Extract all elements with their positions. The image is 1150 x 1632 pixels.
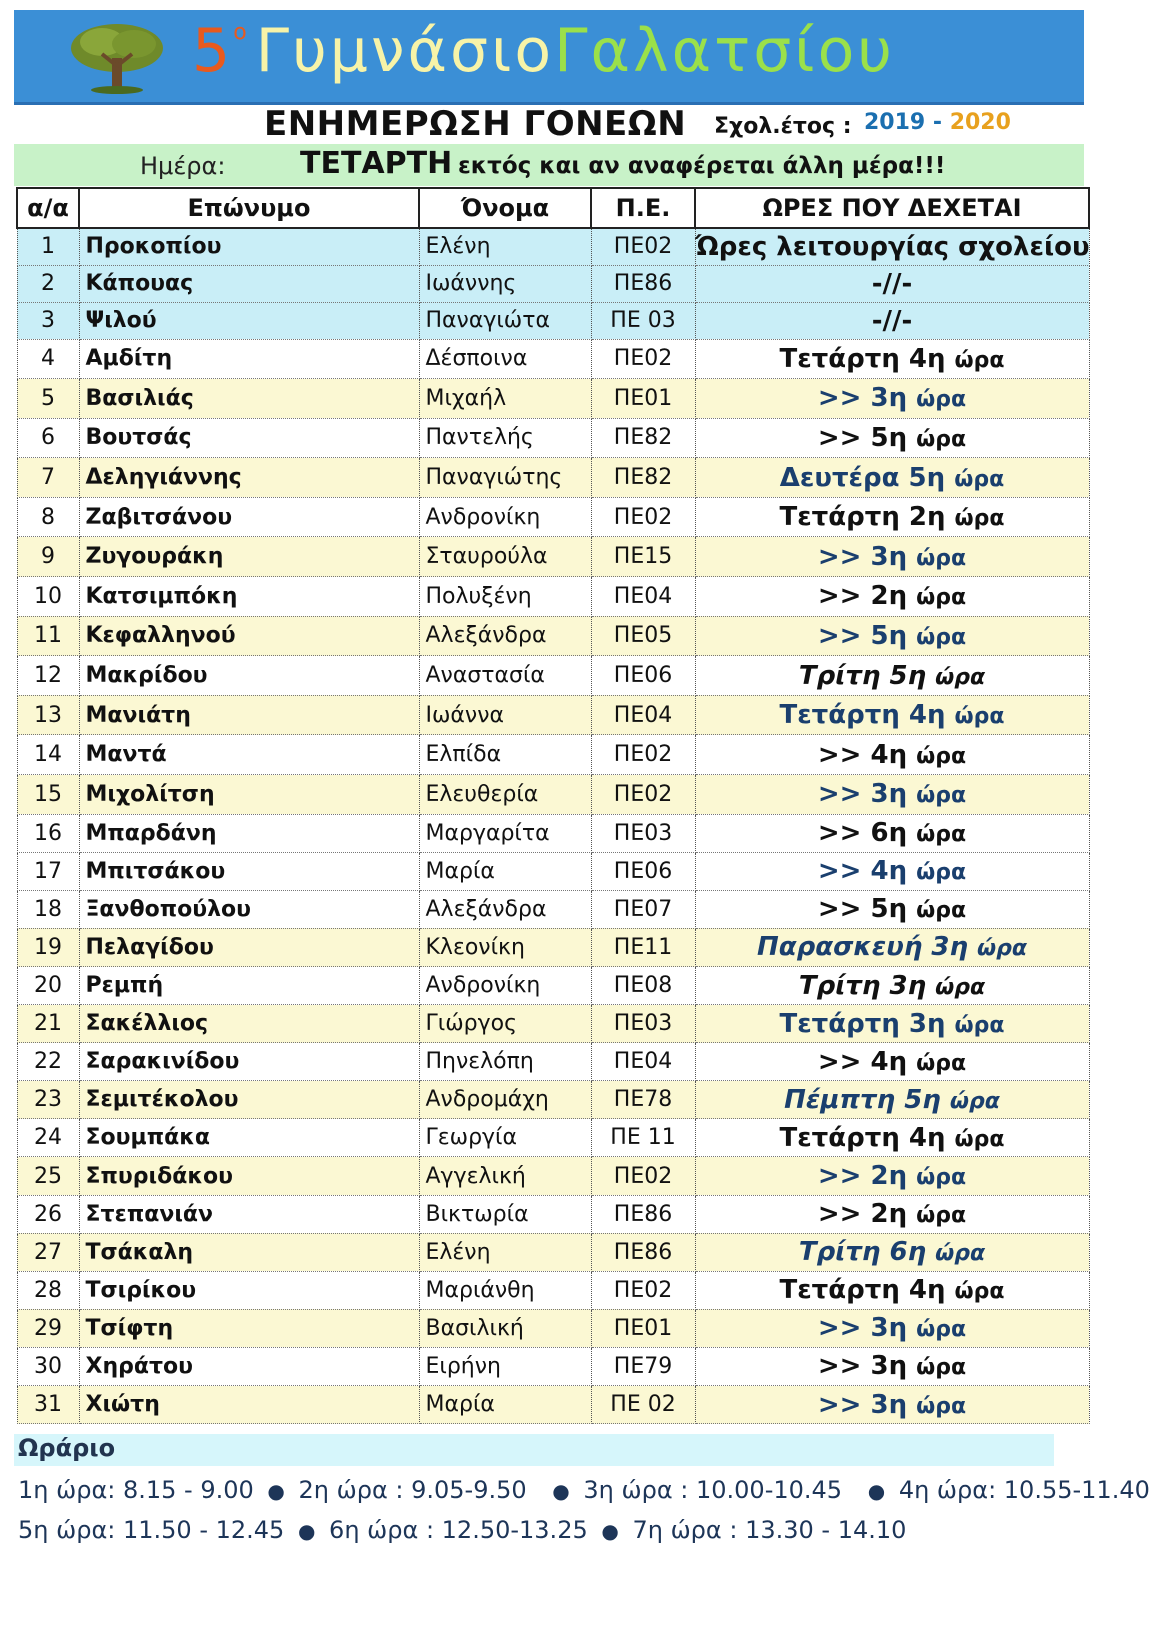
reception-hours bbox=[695, 339, 1089, 379]
year-end: 2020 bbox=[949, 110, 1011, 135]
teacher-first-name: Πολυξένη bbox=[419, 577, 591, 617]
teacher-first-name: Ιωάννα bbox=[419, 695, 591, 735]
teacher-specialty: ΠΕ02 bbox=[591, 735, 695, 775]
row-number: 23 bbox=[17, 1081, 79, 1119]
teacher-specialty: ΠΕ 11 bbox=[591, 1119, 695, 1157]
row-number: 18 bbox=[17, 890, 79, 928]
reception-hours-value: -//- bbox=[871, 268, 913, 299]
reception-hours-value: >> 4η bbox=[817, 856, 908, 887]
reception-hours-unit: ώρα bbox=[916, 545, 967, 571]
teacher-surname: Ζαβιτσάνου bbox=[79, 497, 419, 537]
teacher-specialty: ΠΕ15 bbox=[591, 537, 695, 577]
teacher-specialty: ΠΕ01 bbox=[591, 379, 695, 419]
reception-hours-value: >> 3η bbox=[817, 1389, 908, 1420]
table-row bbox=[17, 265, 1089, 302]
reception-hours-unit: ώρα bbox=[935, 974, 986, 1000]
bullet-separator: ● bbox=[297, 1519, 316, 1543]
teacher-surname: Μπιτσάκου bbox=[79, 852, 419, 890]
row-number: 15 bbox=[17, 775, 79, 815]
reception-hours-unit: ώρα bbox=[954, 704, 1005, 730]
teacher-surname: Ρεμπή bbox=[79, 967, 419, 1005]
table-row bbox=[17, 418, 1089, 458]
row-number: 12 bbox=[17, 656, 79, 696]
reception-hours-unit: ώρα bbox=[916, 426, 967, 452]
teacher-surname: Βασιλιάς bbox=[79, 379, 419, 419]
teacher-first-name: Σταυρούλα bbox=[419, 537, 591, 577]
reception-hours-value: Τετάρτη 4η bbox=[779, 1275, 946, 1306]
reception-hours-value: >> 3η bbox=[817, 779, 908, 810]
year-start: 2019 bbox=[864, 110, 926, 135]
teacher-first-name: Ελένη bbox=[419, 1233, 591, 1271]
teacher-surname: Πελαγίδου bbox=[79, 928, 419, 966]
row-number: 24 bbox=[17, 1119, 79, 1157]
teacher-specialty: ΠΕ02 bbox=[591, 339, 695, 379]
reception-hours-value: Τετάρτη 4η bbox=[779, 700, 946, 731]
period-5-time: 5η ώρα: 11.50 - 12.45 bbox=[18, 1516, 285, 1544]
reception-hours-value: Τετάρτη 3η bbox=[779, 1008, 946, 1039]
reception-hours-value: Δευτέρα 5η bbox=[779, 462, 946, 493]
day-value: ΤΕΤΑΡΤΗ bbox=[300, 146, 453, 181]
school-banner bbox=[14, 10, 1084, 105]
reception-hours-unit: ώρα bbox=[954, 347, 1005, 373]
row-number: 6 bbox=[17, 418, 79, 458]
teacher-specialty: ΠΕ82 bbox=[591, 458, 695, 498]
teacher-surname: Ξανθοπούλου bbox=[79, 890, 419, 928]
teacher-specialty: ΠΕ86 bbox=[591, 1233, 695, 1271]
row-number: 26 bbox=[17, 1195, 79, 1233]
teacher-surname: Μιχολίτση bbox=[79, 775, 419, 815]
teacher-surname: Αμδίτη bbox=[79, 339, 419, 379]
row-number: 2 bbox=[17, 265, 79, 302]
row-number: 27 bbox=[17, 1233, 79, 1271]
table-body bbox=[17, 228, 1089, 1424]
reception-hours-unit: ώρα bbox=[954, 506, 1005, 532]
reception-hours bbox=[695, 418, 1089, 458]
reception-hours-value: Τετάρτη 4η bbox=[779, 1122, 946, 1153]
teacher-surname: Σπυριδάκου bbox=[79, 1157, 419, 1195]
teacher-surname: Σεμιτέκολου bbox=[79, 1081, 419, 1119]
reception-hours-value: Τρίτη 3η bbox=[798, 970, 927, 1001]
row-number: 8 bbox=[17, 497, 79, 537]
reception-hours-value: Παρασκευή 3η bbox=[756, 932, 968, 963]
table-row bbox=[17, 1081, 1089, 1119]
teacher-first-name: Δέσποινα bbox=[419, 339, 591, 379]
teacher-first-name: Μαρία bbox=[419, 852, 591, 890]
table-row bbox=[17, 339, 1089, 379]
bullet-separator: ● bbox=[267, 1479, 285, 1503]
period-4-time: 4η ώρα: 10.55-11.40 bbox=[898, 1476, 1150, 1504]
table-row bbox=[17, 852, 1089, 890]
reception-hours bbox=[695, 928, 1089, 966]
reception-hours-value: >> 4η bbox=[817, 1046, 908, 1077]
teacher-specialty: ΠΕ07 bbox=[591, 890, 695, 928]
reception-hours-unit: ώρα bbox=[916, 1203, 967, 1229]
header-surname: Επώνυμο bbox=[79, 188, 419, 228]
teacher-surname: Σουμπάκα bbox=[79, 1119, 419, 1157]
teacher-first-name: Αλεξάνδρα bbox=[419, 890, 591, 928]
period-times-line-2 bbox=[18, 1516, 906, 1544]
header-first-name: Όνομα bbox=[419, 188, 591, 228]
teacher-surname: Σακέλλιος bbox=[79, 1005, 419, 1043]
reception-hours bbox=[695, 890, 1089, 928]
teacher-first-name: Ιωάννης bbox=[419, 265, 591, 302]
reception-hours bbox=[695, 1347, 1089, 1385]
teacher-first-name: Μαριάνθη bbox=[419, 1271, 591, 1309]
teacher-surname: Σαρακινίδου bbox=[79, 1043, 419, 1081]
reception-hours-value: >> 3η bbox=[817, 383, 908, 414]
reception-hours-unit: ώρα bbox=[916, 860, 967, 886]
teacher-first-name: Μαργαρίτα bbox=[419, 814, 591, 852]
teacher-specialty: ΠΕ03 bbox=[591, 814, 695, 852]
reception-hours bbox=[695, 775, 1089, 815]
table-row bbox=[17, 379, 1089, 419]
teacher-surname: Βουτσάς bbox=[79, 418, 419, 458]
reception-hours-value: >> 5η bbox=[817, 894, 908, 925]
reception-hours-unit: ώρα bbox=[916, 783, 967, 809]
teacher-specialty: ΠΕ02 bbox=[591, 228, 695, 265]
teacher-specialty: ΠΕ78 bbox=[591, 1081, 695, 1119]
teacher-specialty: ΠΕ02 bbox=[591, 775, 695, 815]
teacher-specialty: ΠΕ82 bbox=[591, 418, 695, 458]
table-row bbox=[17, 928, 1089, 966]
reception-hours-unit: ώρα bbox=[916, 1393, 967, 1419]
row-number: 16 bbox=[17, 814, 79, 852]
reception-hours-unit: ώρα bbox=[916, 898, 967, 924]
row-number: 7 bbox=[17, 458, 79, 498]
table-row bbox=[17, 1233, 1089, 1271]
period-7-time: 7η ώρα : 13.30 - 14.10 bbox=[632, 1516, 907, 1544]
row-number: 9 bbox=[17, 537, 79, 577]
teacher-surname: Ψιλού bbox=[79, 302, 419, 339]
reception-hours bbox=[695, 852, 1089, 890]
teacher-specialty: ΠΕ02 bbox=[591, 1157, 695, 1195]
teacher-specialty: ΠΕ02 bbox=[591, 497, 695, 537]
schedule-footer bbox=[14, 1432, 1150, 1632]
table-row bbox=[17, 1119, 1089, 1157]
tree-icon bbox=[62, 18, 172, 94]
teacher-specialty: ΠΕ86 bbox=[591, 1195, 695, 1233]
reception-hours bbox=[695, 1233, 1089, 1271]
reception-hours-unit: ώρα bbox=[949, 1088, 1000, 1114]
school-word-galatsiou: Γαλατσίου bbox=[554, 16, 896, 86]
teacher-first-name: Ελευθερία bbox=[419, 775, 591, 815]
teacher-specialty: ΠΕ06 bbox=[591, 656, 695, 696]
teacher-hours-table bbox=[16, 187, 1090, 1424]
school-number-degree: ο bbox=[233, 20, 250, 45]
reception-hours bbox=[695, 265, 1089, 302]
table-row bbox=[17, 228, 1089, 265]
reception-hours-value: >> 5η bbox=[817, 422, 908, 453]
reception-hours-value: >> 3η bbox=[817, 1313, 908, 1344]
teacher-first-name: Ανδρονίκη bbox=[419, 967, 591, 1005]
teacher-surname: Μαντά bbox=[79, 735, 419, 775]
table-row bbox=[17, 616, 1089, 656]
row-number: 30 bbox=[17, 1347, 79, 1385]
teacher-first-name: Παναγιώτης bbox=[419, 458, 591, 498]
row-number: 10 bbox=[17, 577, 79, 617]
reception-hours-value: >> 2η bbox=[817, 1161, 908, 1192]
reception-hours-value: Τετάρτη 2η bbox=[779, 502, 946, 533]
reception-hours bbox=[695, 735, 1089, 775]
table-row bbox=[17, 537, 1089, 577]
teacher-surname: Στεπανιάν bbox=[79, 1195, 419, 1233]
reception-hours bbox=[695, 1157, 1089, 1195]
teacher-specialty: ΠΕ 02 bbox=[591, 1386, 695, 1424]
teacher-specialty: ΠΕ03 bbox=[591, 1005, 695, 1043]
reception-hours-value: >> 2η bbox=[817, 1199, 908, 1230]
period-1-time: 1η ώρα: 8.15 - 9.00 bbox=[18, 1476, 254, 1504]
teacher-surname: Χηράτου bbox=[79, 1347, 419, 1385]
reception-hours bbox=[695, 1386, 1089, 1424]
reception-hours bbox=[695, 577, 1089, 617]
teacher-specialty: ΠΕ11 bbox=[591, 928, 695, 966]
teacher-first-name: Παναγιώτα bbox=[419, 302, 591, 339]
notice-title: ΕΝΗΜΕΡΩΣΗ ΓΟΝΕΩΝ bbox=[264, 104, 687, 144]
row-number: 1 bbox=[17, 228, 79, 265]
header-hours: ΩΡΕΣ ΠΟΥ ΔΕΧΕΤΑΙ bbox=[695, 188, 1089, 228]
teacher-first-name: Ελπίδα bbox=[419, 735, 591, 775]
table-row bbox=[17, 890, 1089, 928]
table-row bbox=[17, 1043, 1089, 1081]
row-number: 20 bbox=[17, 967, 79, 1005]
teacher-specialty: ΠΕ 03 bbox=[591, 302, 695, 339]
reception-hours-value: >> 6η bbox=[817, 818, 908, 849]
reception-hours-value: Τρίτη 6η bbox=[798, 1237, 927, 1268]
teacher-surname: Δεληγιάννης bbox=[79, 458, 419, 498]
reception-hours-unit: ώρα bbox=[916, 585, 967, 611]
reception-hours bbox=[695, 967, 1089, 1005]
period-6-time: 6η ώρα : 12.50-13.25 bbox=[329, 1516, 588, 1544]
reception-hours-unit: ώρα bbox=[954, 1012, 1005, 1038]
reception-hours-unit: ώρα bbox=[916, 1317, 967, 1343]
reception-hours-unit: ώρα bbox=[916, 1165, 967, 1191]
reception-hours bbox=[695, 695, 1089, 735]
school-name bbox=[192, 16, 895, 86]
teacher-first-name: Βικτωρία bbox=[419, 1195, 591, 1233]
teacher-first-name: Παντελής bbox=[419, 418, 591, 458]
reception-hours-value: >> 5η bbox=[817, 620, 908, 651]
teacher-surname: Κατσιμπόκη bbox=[79, 577, 419, 617]
teacher-surname: Κεφαλληνού bbox=[79, 616, 419, 656]
teacher-first-name: Αλεξάνδρα bbox=[419, 616, 591, 656]
notice-header bbox=[14, 104, 1084, 144]
reception-hours bbox=[695, 1195, 1089, 1233]
reception-hours-unit: ώρα bbox=[954, 1279, 1005, 1305]
row-number: 11 bbox=[17, 616, 79, 656]
period-times-line-1 bbox=[18, 1476, 1150, 1504]
table-row bbox=[17, 302, 1089, 339]
teacher-first-name: Αναστασία bbox=[419, 656, 591, 696]
row-number: 4 bbox=[17, 339, 79, 379]
reception-hours-value: Πέμπτη 5η bbox=[784, 1084, 941, 1115]
footer-title: Ωράριο bbox=[18, 1434, 116, 1462]
reception-hours-value: >> 2η bbox=[817, 581, 908, 612]
teacher-specialty: ΠΕ05 bbox=[591, 616, 695, 656]
reception-hours bbox=[695, 656, 1089, 696]
bullet-separator: ● bbox=[867, 1479, 886, 1503]
teacher-first-name: Βασιλική bbox=[419, 1309, 591, 1347]
reception-hours bbox=[695, 1005, 1089, 1043]
row-number: 21 bbox=[17, 1005, 79, 1043]
reception-hours-unit: ώρα bbox=[916, 1355, 967, 1381]
teacher-surname: Μπαρδάνη bbox=[79, 814, 419, 852]
teacher-surname: Κάπουας bbox=[79, 265, 419, 302]
table-row bbox=[17, 1386, 1089, 1424]
reception-hours-value: Ώρες λειτουργίας σχολείου bbox=[695, 231, 1090, 262]
bullet-separator: ● bbox=[552, 1479, 570, 1503]
reception-hours-unit: ώρα bbox=[954, 1126, 1005, 1152]
reception-hours bbox=[695, 458, 1089, 498]
reception-hours bbox=[695, 302, 1089, 339]
teacher-surname: Μανιάτη bbox=[79, 695, 419, 735]
year-separator: - bbox=[925, 110, 950, 135]
reception-hours bbox=[695, 497, 1089, 537]
reception-hours-unit: ώρα bbox=[954, 466, 1005, 492]
row-number: 25 bbox=[17, 1157, 79, 1195]
teacher-first-name: Ανδρονίκη bbox=[419, 497, 591, 537]
reception-hours-value: >> 4η bbox=[817, 739, 908, 770]
school-year-value bbox=[864, 110, 1011, 135]
teacher-surname: Προκοπίου bbox=[79, 228, 419, 265]
row-number: 19 bbox=[17, 928, 79, 966]
row-number: 17 bbox=[17, 852, 79, 890]
day-label: Ημέρα: bbox=[140, 152, 226, 180]
reception-hours-value: >> 3η bbox=[817, 541, 908, 572]
teacher-first-name: Κλεονίκη bbox=[419, 928, 591, 966]
reception-hours bbox=[695, 1043, 1089, 1081]
reception-hours-unit: ώρα bbox=[916, 822, 967, 848]
teacher-surname: Χιώτη bbox=[79, 1386, 419, 1424]
table-row bbox=[17, 775, 1089, 815]
reception-hours bbox=[695, 537, 1089, 577]
table-row bbox=[17, 695, 1089, 735]
row-number: 3 bbox=[17, 302, 79, 339]
teacher-surname: Ζυγουράκη bbox=[79, 537, 419, 577]
table-row bbox=[17, 1271, 1089, 1309]
reception-hours bbox=[695, 616, 1089, 656]
day-bar bbox=[14, 144, 1084, 186]
bullet-separator: ● bbox=[601, 1519, 619, 1543]
teacher-surname: Τσίφτη bbox=[79, 1309, 419, 1347]
header-number: α/α bbox=[17, 188, 79, 228]
row-number: 13 bbox=[17, 695, 79, 735]
table-row bbox=[17, 1195, 1089, 1233]
teacher-surname: Τσάκαλη bbox=[79, 1233, 419, 1271]
table-row bbox=[17, 1157, 1089, 1195]
teacher-specialty: ΠΕ86 bbox=[591, 265, 695, 302]
teacher-first-name: Ελένη bbox=[419, 228, 591, 265]
table-header-row bbox=[17, 188, 1089, 228]
row-number: 28 bbox=[17, 1271, 79, 1309]
reception-hours-unit: ώρα bbox=[916, 387, 967, 413]
table-row bbox=[17, 1005, 1089, 1043]
school-number: 5 bbox=[192, 16, 234, 86]
teacher-specialty: ΠΕ08 bbox=[591, 967, 695, 1005]
reception-hours bbox=[695, 1309, 1089, 1347]
reception-hours-value: Τετάρτη 4η bbox=[779, 343, 946, 374]
row-number: 5 bbox=[17, 379, 79, 419]
teacher-specialty: ΠΕ01 bbox=[591, 1309, 695, 1347]
teacher-first-name: Μιχαήλ bbox=[419, 379, 591, 419]
teacher-specialty: ΠΕ02 bbox=[591, 1271, 695, 1309]
period-3-time: 3η ώρα : 10.00-10.45 bbox=[583, 1476, 843, 1504]
teacher-specialty: ΠΕ04 bbox=[591, 577, 695, 617]
table-row bbox=[17, 735, 1089, 775]
footer-title-bar bbox=[14, 1434, 1054, 1466]
reception-hours-unit: ώρα bbox=[935, 664, 986, 690]
table-row bbox=[17, 1347, 1089, 1385]
header-specialty: Π.Ε. bbox=[591, 188, 695, 228]
school-word-gymnasio: Γυμνάσιο bbox=[255, 16, 555, 86]
row-number: 29 bbox=[17, 1309, 79, 1347]
teacher-specialty: ΠΕ04 bbox=[591, 1043, 695, 1081]
day-note: εκτός και αν αναφέρεται άλλη μέρα!!! bbox=[458, 153, 946, 179]
table-row bbox=[17, 656, 1089, 696]
reception-hours-value: -//- bbox=[871, 305, 913, 336]
row-number: 14 bbox=[17, 735, 79, 775]
row-number: 22 bbox=[17, 1043, 79, 1081]
teacher-first-name: Μαρία bbox=[419, 1386, 591, 1424]
period-2-time: 2η ώρα : 9.05-9.50 bbox=[298, 1476, 527, 1504]
table-row bbox=[17, 1309, 1089, 1347]
reception-hours bbox=[695, 1271, 1089, 1309]
reception-hours-unit: ώρα bbox=[916, 624, 967, 650]
teacher-specialty: ΠΕ06 bbox=[591, 852, 695, 890]
table-row bbox=[17, 497, 1089, 537]
teacher-first-name: Πηνελόπη bbox=[419, 1043, 591, 1081]
teacher-first-name: Γεωργία bbox=[419, 1119, 591, 1157]
teacher-first-name: Ανδρομάχη bbox=[419, 1081, 591, 1119]
table-row bbox=[17, 577, 1089, 617]
table-row bbox=[17, 458, 1089, 498]
table-row bbox=[17, 967, 1089, 1005]
reception-hours bbox=[695, 1081, 1089, 1119]
reception-hours bbox=[695, 814, 1089, 852]
teacher-first-name: Αγγελική bbox=[419, 1157, 591, 1195]
reception-hours-unit: ώρα bbox=[916, 743, 967, 769]
teacher-specialty: ΠΕ04 bbox=[591, 695, 695, 735]
reception-hours-unit: ώρα bbox=[977, 936, 1028, 962]
reception-hours-unit: ώρα bbox=[935, 1241, 986, 1267]
table-row bbox=[17, 814, 1089, 852]
school-year-label: Σχολ.έτος : bbox=[714, 114, 852, 139]
teacher-surname: Τσιρίκου bbox=[79, 1271, 419, 1309]
reception-hours bbox=[695, 1119, 1089, 1157]
teacher-surname: Μακρίδου bbox=[79, 656, 419, 696]
teacher-first-name: Γιώργος bbox=[419, 1005, 591, 1043]
teacher-first-name: Ειρήνη bbox=[419, 1347, 591, 1385]
reception-hours-unit: ώρα bbox=[916, 1050, 967, 1076]
reception-hours-value: >> 3η bbox=[817, 1351, 908, 1382]
reception-hours bbox=[695, 379, 1089, 419]
row-number: 31 bbox=[17, 1386, 79, 1424]
reception-hours-value: Τρίτη 5η bbox=[798, 660, 927, 691]
teacher-specialty: ΠΕ79 bbox=[591, 1347, 695, 1385]
reception-hours bbox=[695, 228, 1089, 265]
